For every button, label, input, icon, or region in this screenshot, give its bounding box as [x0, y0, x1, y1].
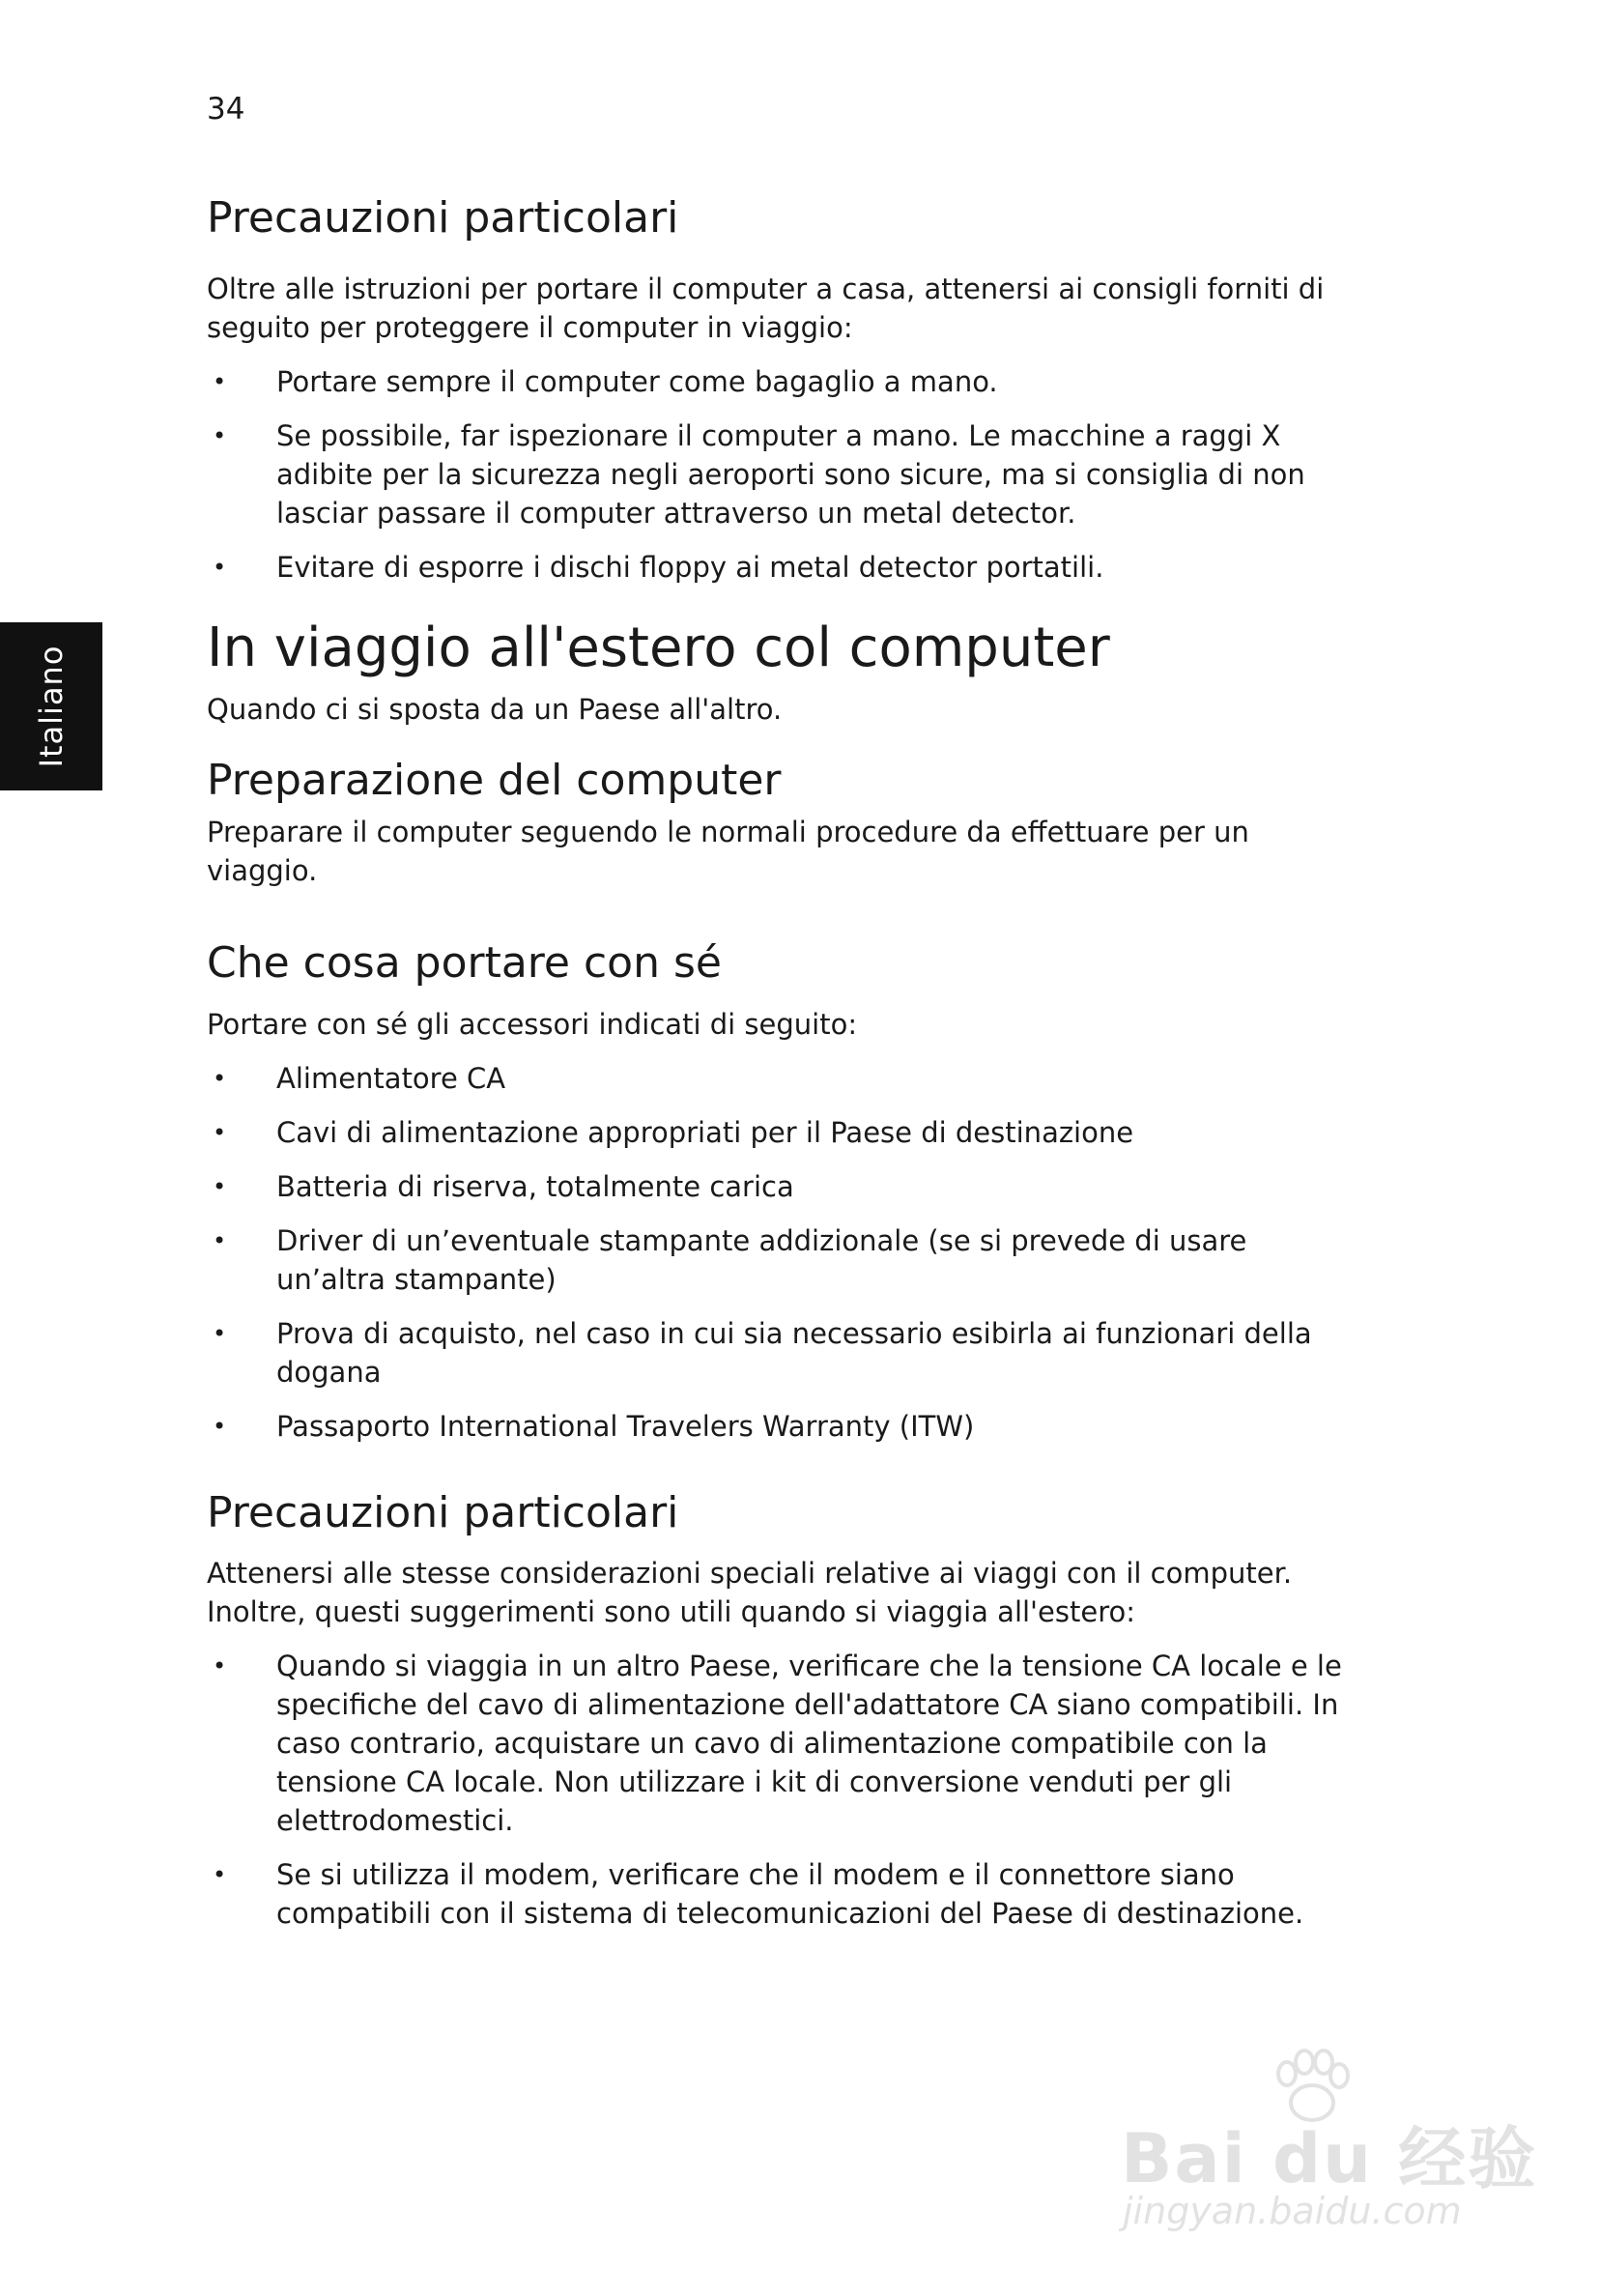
section-heading: Precauzioni particolari — [207, 193, 679, 243]
list-item — [207, 1167, 1357, 1206]
bullet-icon: • — [213, 1861, 227, 1889]
section-what-to-bring — [207, 938, 1357, 1446]
list-item-text: Se possibile, far ispezionare il computer a mano. Le macchine a raggi X adibite per la sicurezza negli aeroporti sono sicure, ma si consiglia di non lasciar passare il computer attraverso un metal detector. — [276, 418, 1305, 530]
list-item-text: Alimentatore CA — [276, 1061, 506, 1095]
list-item — [207, 1407, 1357, 1446]
bullet-icon: • — [213, 421, 227, 449]
list-item-text: Batteria di riserva, totalmente carica — [276, 1169, 794, 1203]
bullet-list — [207, 362, 1357, 587]
chapter-title: In viaggio all'estero col computer — [207, 616, 1110, 679]
list-item — [207, 1855, 1357, 1933]
side-tab-label: Italiano — [33, 645, 70, 768]
bullet-icon: • — [213, 1319, 227, 1347]
bullet-list — [207, 1647, 1357, 1933]
list-item-text: Se si utilizza il modem, verificare che il modem e il connettore siano compatibili con il sistema di telecomunicazioni del Paese di destinazione. — [276, 1858, 1304, 1931]
bullet-icon: • — [213, 1064, 227, 1092]
section-text: Preparare il computer seguendo le normali procedure da effettuare per un viaggio. — [207, 815, 1249, 887]
list-item-text: Portare sempre il computer come bagaglio a mano. — [276, 364, 998, 398]
page-number: 34 — [207, 92, 245, 127]
bullet-icon: • — [213, 1172, 227, 1200]
section-heading: Che cosa portare con sé — [207, 937, 722, 988]
list-item-text: Prova di acquisto, nel caso in cui sia necessario esibirla ai funzionari della dogana — [276, 1316, 1312, 1389]
baidu-watermark — [1121, 2045, 1538, 2238]
list-item-text: Driver di un’eventuale stampante addizionale (se si prevede di usare un’altra stampante) — [276, 1223, 1247, 1296]
section-heading: Preparazione del computer — [207, 755, 782, 805]
section-intro: Quando ci si sposta da un Paese all'altro. — [207, 692, 783, 726]
bullet-icon: • — [213, 1652, 227, 1680]
bullet-icon: • — [213, 1226, 227, 1254]
list-item — [207, 548, 1357, 587]
section-intro: Oltre alle istruzioni per portare il computer a casa, attenersi ai consigli forniti di seguito per proteggere il computer in viaggio: — [207, 272, 1325, 344]
list-item-text: Evitare di esporre i dischi floppy ai metal detector portatili. — [276, 550, 1104, 584]
list-item — [207, 1221, 1357, 1299]
bullet-icon: • — [213, 1412, 227, 1440]
language-side-tab — [0, 622, 102, 790]
document-body — [207, 193, 1357, 1933]
bullet-icon: • — [213, 367, 227, 395]
list-item — [207, 1314, 1357, 1392]
bullet-icon: • — [213, 553, 227, 581]
section-heading: Precauzioni particolari — [207, 1487, 679, 1537]
list-item-text: Quando si viaggia in un altro Paese, verificare che la tensione CA locale e le specifiche del cavo di alimentazione dell'adattatore CA siano compatibili. In caso contrario, acquistare un cavo di alimentazione compatibile con la tensione CA locale. Non utilizzare i kit di conversione venduti per gli elettrodomestici. — [276, 1650, 1342, 1838]
section-intro: Portare con sé gli accessori indicati di seguito: — [207, 1007, 858, 1041]
bullet-icon: • — [213, 1118, 227, 1146]
list-item — [207, 362, 1357, 401]
section-preparation — [207, 756, 1357, 890]
list-item-text: Passaporto International Travelers Warranty (ITW) — [276, 1409, 975, 1443]
section-intro: Attenersi alle stesse considerazioni speciali relative ai viaggi con il computer. Inoltre, questi suggerimenti sono utili quando si viaggia all'estero: — [207, 1557, 1293, 1629]
list-item — [207, 1059, 1357, 1098]
section-special-precautions-1 — [207, 193, 1357, 587]
list-item-text: Cavi di alimentazione appropriati per il Paese di destinazione — [276, 1115, 1134, 1149]
watermark-url: jingyan.baidu.com — [1123, 2190, 1462, 2232]
list-item — [207, 416, 1357, 532]
section-special-precautions-2 — [207, 1488, 1357, 1934]
bullet-list — [207, 1059, 1357, 1446]
watermark-brand: Bai du 经验 — [1121, 2119, 1538, 2198]
list-item — [207, 1113, 1357, 1152]
list-item — [207, 1647, 1357, 1840]
section-travel-abroad — [207, 616, 1357, 729]
